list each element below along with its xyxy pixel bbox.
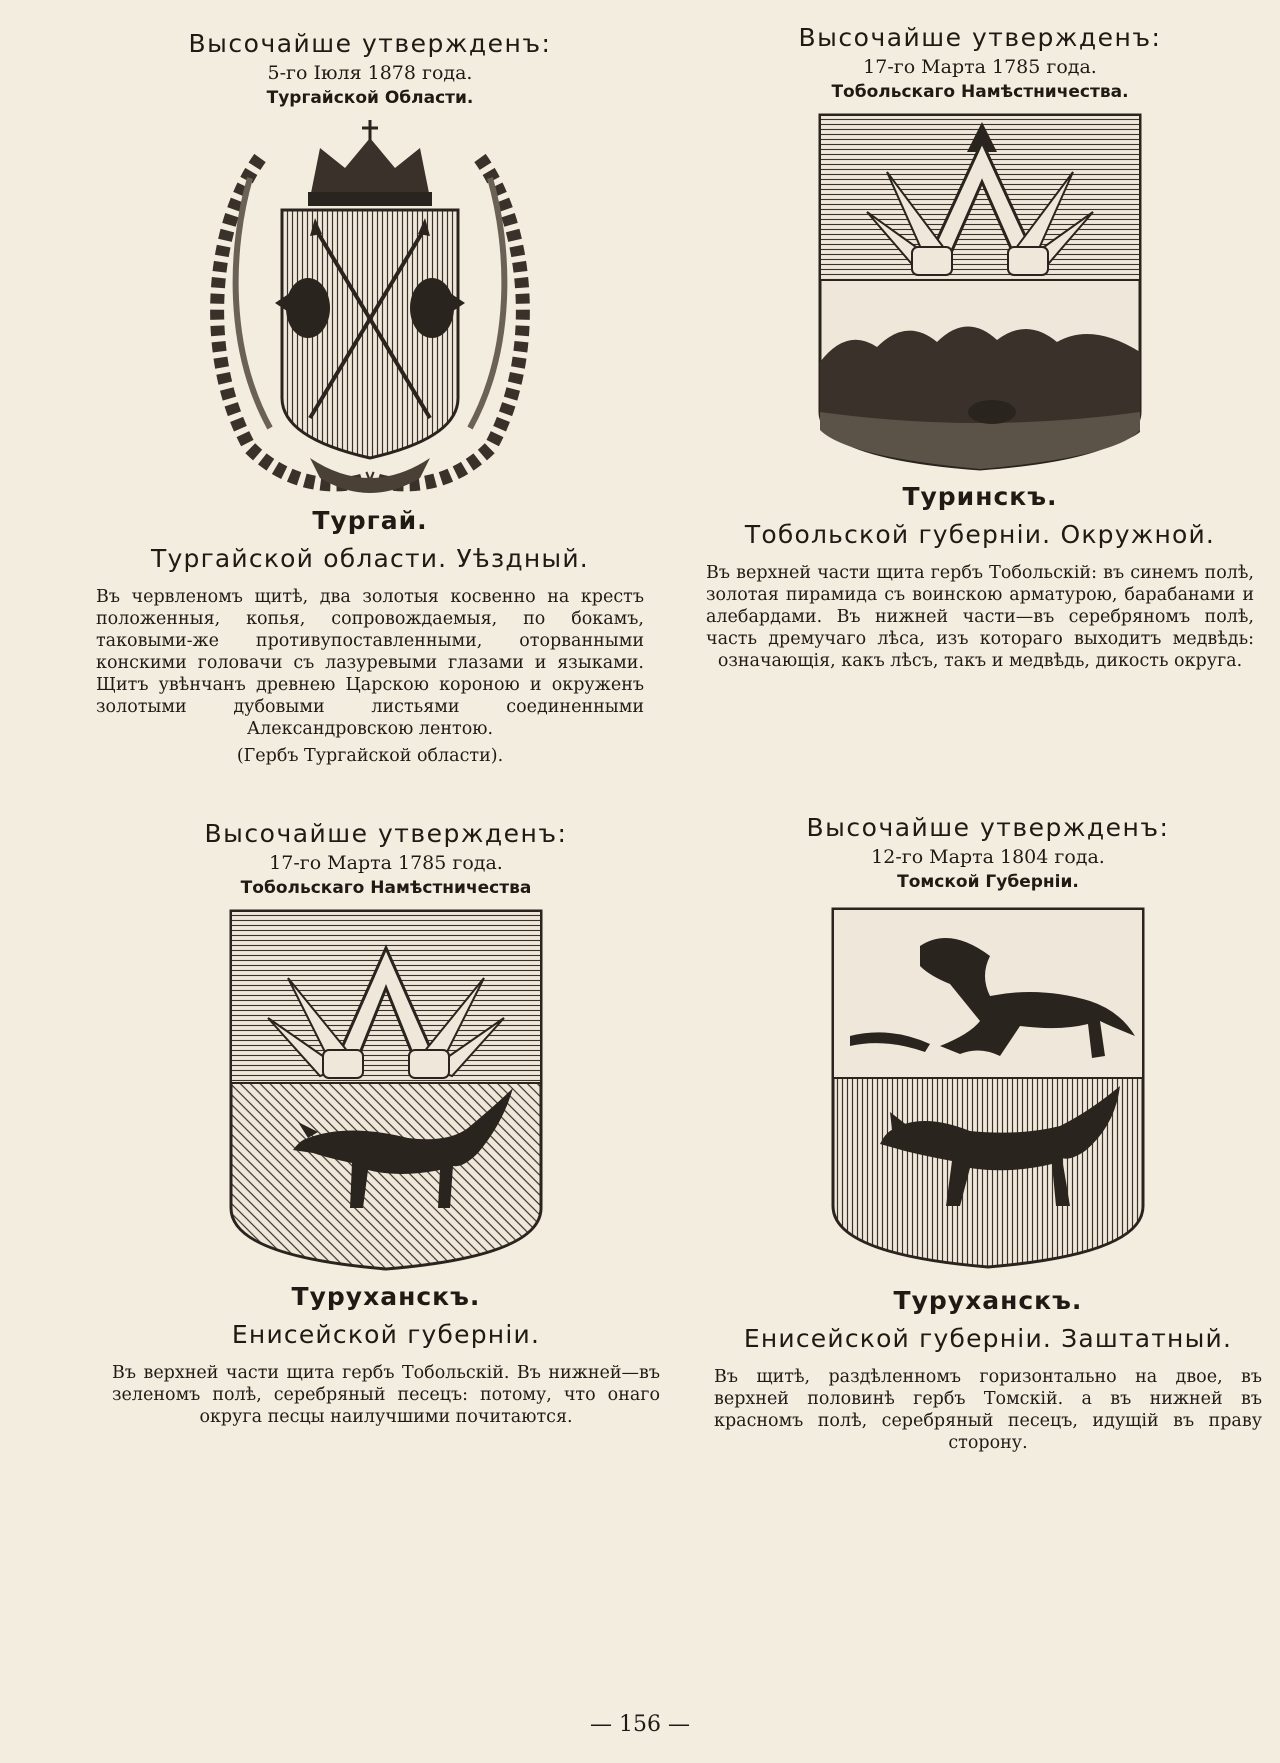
approval-source: Томской Губерніи. [897,872,1079,892]
entry-turukhansk-2 [708,812,1268,1454]
entry-title: Туруханскъ. [893,1286,1083,1315]
approval-heading: Высочайше утвержденъ: [188,29,552,58]
entry-turukhansk-1 [106,818,666,1428]
entry-description: Въ верхней части щита гербъ Тобольскій: въ синемъ полѣ, золотая пирамида съ воинскою арматурою, барабанами и алебардами. Въ нижней части—въ серебряномъ полѣ, часть дремучаго лѣса, изъ котораго выходитъ медвѣдь: означающія, какъ лѣсъ, такъ и медвѣдь, дикость округа. [706,563,1254,671]
approval-heading: Высочайше утвержденъ: [204,819,568,848]
entry-note: (Гербъ Тургайской области). [236,746,504,766]
coat-of-arms-turukhansk-2 [830,906,1146,1270]
page-number: — 156 — [590,1712,690,1737]
entry-title: Тургай. [312,506,428,535]
approval-date: 17-го Марта 1785 года. [863,56,1097,78]
coat-of-arms-turgai [190,118,550,498]
entry-subtitle: Тургайской области. Уѣздный. [151,544,589,573]
approval-source: Тобольскаго Намѣстничества [240,878,532,898]
entry-turgai [90,28,650,768]
approval-source: Тобольскаго Намѣстничества. [831,82,1129,102]
entry-description: Въ червленомъ щитѣ, два золотыя косвенно на крестъ положенныя, копья, сопровождаемыя, по бокамъ, таковыми-же противупоставленными, оторванными конскими головачи съ лазуревыми глазами и языками. Щитъ увѣнчанъ древнею Царскою короною и окруженъ золотыми дубовыми листьями соединенными Александровскою лентою. [96,587,644,739]
entry-title: Туринскъ. [902,482,1058,511]
entry-subtitle: Енисейской губерніи. [231,1320,541,1349]
approval-date: 17-го Марта 1785 года. [269,852,503,874]
entry-subtitle: Енисейской губерніи. Заштатный. [743,1324,1233,1353]
entry-subtitle: Тобольской губерніи. Окружной. [744,520,1216,549]
entry-description: Въ щитѣ, раздѣленномъ горизонтально на двое, въ верхней половинѣ гербъ Томскій. а въ нижней въ красномъ полѣ, серебряный песецъ, идущій въ праву сторону. [714,1367,1262,1453]
entry-turinsk [700,22,1260,672]
approval-source: Тургайской Области. [266,88,474,108]
coat-of-arms-turinsk [817,112,1143,472]
approval-heading: Высочайше утвержденъ: [798,23,1162,52]
entry-description: Въ верхней части щита гербъ Тобольскій. Въ нижней—въ зеленомъ полѣ, серебряный песецъ: потому, что онаго округа песцы наилучшими почитаются. [112,1363,660,1427]
approval-heading: Высочайше утвержденъ: [806,813,1170,842]
approval-date: 5-го Іюля 1878 года. [267,62,473,84]
entry-title: Туруханскъ. [291,1282,481,1311]
coat-of-arms-turukhansk-1 [228,908,544,1272]
approval-date: 12-го Марта 1804 года. [871,846,1105,868]
